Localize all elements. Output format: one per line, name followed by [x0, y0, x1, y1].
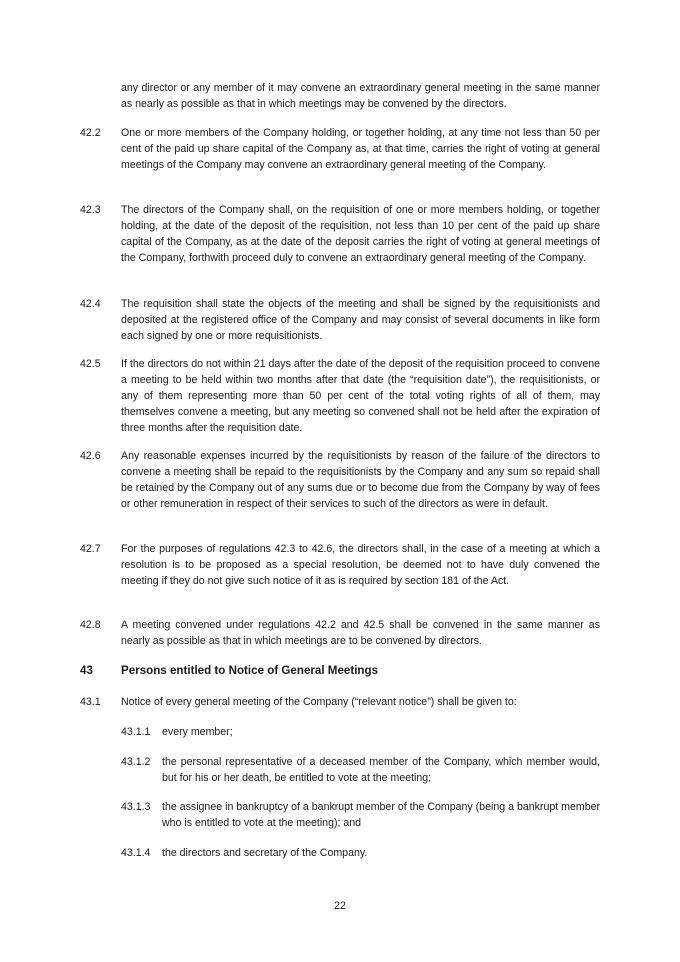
clause-42-5	[80, 356, 600, 436]
clause-43-1	[80, 694, 600, 710]
clause-text: The directors of the Company shall, on the requisition of one or more members holding, or together holding, at the date of the deposit of the requisition, not less than 10 per cent of the paid up share capital of the Company, as at the date of the deposit carries the right of voting at general meetings of the Company, forthwith proceed duly to convene an extraordinary general meeting of the Company.	[121, 204, 600, 264]
clause-42-8	[80, 617, 600, 649]
clause-text: Any reasonable expenses incurred by the requisitionists by reason of the failure of the directors to convene a meeting shall be repaid to the requisitionists by the Company and any sum so repaid shall be retained by the Company out of any sums due or to become due from the Company by way of fees or other remuneration in respect of their services to such of the directors as were in default.	[121, 450, 600, 510]
clause-number: 42.6	[80, 450, 101, 462]
sub-clause-text: the directors and secretary of the Company.	[162, 847, 368, 859]
sub-clause-number: 43.1.2	[121, 756, 151, 768]
clause-42-4	[80, 296, 600, 344]
sub-clause-number: 43.1.4	[121, 847, 151, 859]
clause-42-6	[80, 448, 600, 512]
sub-clause-number: 43.1.3	[121, 801, 151, 813]
clause-number: 42.7	[80, 543, 101, 555]
sub-clause-number: 43.1.1	[121, 726, 151, 738]
section-number: 43	[80, 664, 93, 677]
sub-clause-text: every member;	[162, 726, 233, 738]
section-title: Persons entitled to Notice of General Meetings	[121, 664, 379, 677]
clause-text: One or more members of the Company holding, or together holding, at any time not less than 50 per cent of the paid up share capital of the Company as, at that time, carries the right of voting at general meetings of the Company may convene an extraordinary general meeting of the Company.	[121, 127, 600, 171]
sub-clause-43-1-2	[121, 754, 600, 786]
clause-number: 42.4	[80, 298, 101, 310]
clause-number: 42.2	[80, 127, 101, 139]
clause-42-3	[80, 202, 600, 266]
clause-text: If the directors do not within 21 days after the date of the deposit of the requisition proceed to convene a meeting to be held within two months after that date (the “requisition date”), the requisitionists, or any of them representing more than 50 per cent of the total voting rights of all of them, may themselves convene a meeting, but any meeting so convened shall not be held after the expiration of three months after the requisition date.	[121, 358, 600, 434]
clause-number: 43.1	[80, 696, 101, 708]
clause-42-2	[80, 125, 600, 173]
sub-clause-43-1-3	[121, 799, 600, 831]
sub-clause-text: the personal representative of a deceased member of the Company, which member would, but for his or her death, be entitled to vote at the meeting;	[162, 756, 600, 784]
clause-text: A meeting convened under regulations 42.2 and 42.5 shall be convened in the same manner as nearly as possible as that in which meetings are to be convened by directors.	[121, 619, 600, 647]
continuation-paragraph	[80, 80, 600, 112]
clause-text: For the purposes of regulations 42.3 to 42.6, the directors shall, in the case of a meeting at which a resolution is to be proposed as a special resolution, be deemed not to have duly convened the meeting if they do not give such notice of it as is required by section 181 of the Act.	[121, 543, 600, 587]
clause-number: 42.8	[80, 619, 101, 631]
clause-number: 42.5	[80, 358, 101, 370]
sub-clause-43-1-1	[121, 724, 600, 740]
clause-number: 42.3	[80, 204, 101, 216]
sub-clause-43-1-4	[121, 845, 600, 861]
section-heading-43	[80, 663, 600, 679]
sub-clause-text: the assignee in bankruptcy of a bankrupt member of the Company (being a bankrupt member who is entitled to vote at the meeting); and	[162, 801, 600, 829]
clause-text: Notice of every general meeting of the Company (“relevant notice”) shall be given to:	[121, 696, 517, 708]
paragraph-text: any director or any member of it may convene an extraordinary general meeting in the same manner as nearly as possible as that in which meetings may be convened by the directors.	[121, 82, 600, 110]
page-number: 22	[334, 900, 346, 912]
clause-text: The requisition shall state the objects of the meeting and shall be signed by the requisitionists and deposited at the registered office of the Company and may consist of several documents in like form each signed by one or more requisitionists.	[121, 298, 600, 342]
clause-42-7	[80, 541, 600, 589]
